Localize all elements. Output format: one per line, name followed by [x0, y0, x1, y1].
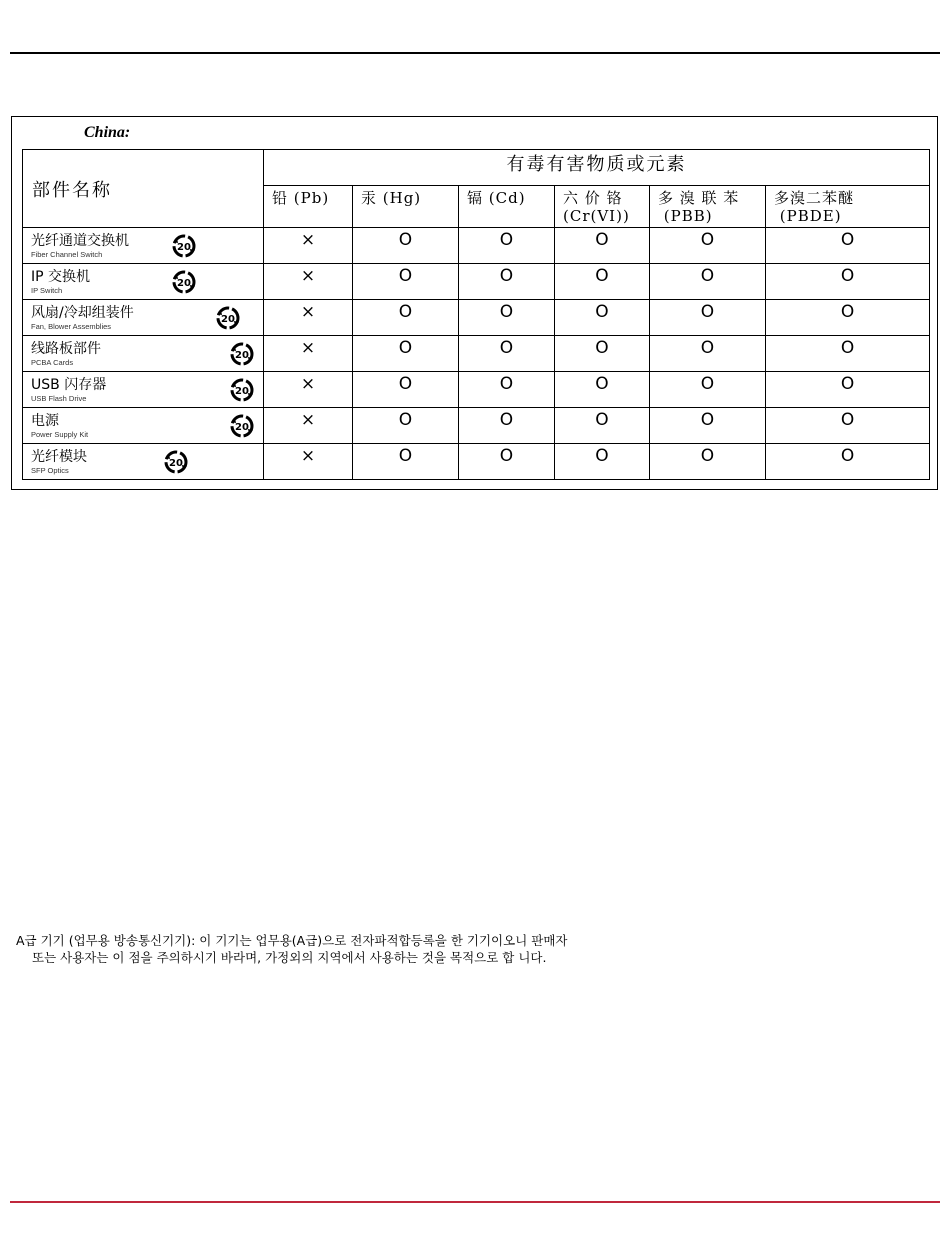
hazardous-substances-table [22, 149, 930, 480]
epup-label: 20 [169, 458, 183, 469]
substance-mark: O [459, 300, 555, 336]
epup-label: 20 [221, 314, 235, 325]
substance-mark: O [766, 408, 930, 444]
substance-mark: O [459, 228, 555, 264]
substance-mark: O [650, 300, 766, 336]
recycling-period-20-icon [229, 341, 255, 367]
substance-mark: O [459, 372, 555, 408]
substance-mark: O [353, 228, 459, 264]
substance-mark: O [555, 444, 650, 480]
substance-mark: O [766, 264, 930, 300]
substance-mark: O [650, 408, 766, 444]
substance-mark: × [264, 444, 353, 480]
table-body [23, 228, 930, 480]
part-cell [23, 300, 264, 336]
table-row [23, 408, 930, 444]
substance-mark: O [766, 372, 930, 408]
substance-mark: O [555, 228, 650, 264]
epup-label: 20 [177, 242, 191, 253]
part-name-cn: 电源 [31, 413, 59, 429]
part-name-en: PCBA Cards [31, 358, 74, 367]
substance-mark: O [766, 336, 930, 372]
recycling-period-20-icon [163, 449, 189, 475]
part-name-cn: IP 交换机 [31, 269, 91, 285]
part-name-cn: 线路板部件 [31, 341, 101, 357]
korea-notice-line-2: 또는 사용자는 이 점을 주의하시기 바라며, 가정외의 지역에서 사용하는 것을 목적으로 합 니다. [32, 950, 547, 965]
table-header-row-1 [23, 150, 930, 186]
table-row [23, 264, 930, 300]
substance-mark: O [353, 264, 459, 300]
part-cell [23, 264, 264, 300]
table-row [23, 336, 930, 372]
part-name-cn: 风扇/冷却组装件 [31, 305, 134, 321]
part-name-cn: USB 闪存器 [31, 377, 107, 393]
part-name-en: Fan, Blower Assemblies [31, 322, 112, 331]
substance-mark: O [353, 336, 459, 372]
substance-header: 六 价 铬 (Cr(VI)) [555, 186, 650, 228]
substance-header: 多 溴 联 苯 (PBB) [650, 186, 766, 228]
epup-label: 20 [235, 350, 249, 361]
footer-rule [10, 1201, 940, 1203]
epup-label: 20 [235, 386, 249, 397]
table-row [23, 300, 930, 336]
part-name-cn: 光纤通道交换机 [31, 233, 129, 249]
substance-mark: × [264, 300, 353, 336]
table-row [23, 444, 930, 480]
epup-label: 20 [235, 422, 249, 433]
substance-mark: O [459, 444, 555, 480]
substance-mark: O [650, 336, 766, 372]
part-name-cn: 光纤模块 [31, 449, 87, 465]
substance-mark: O [766, 444, 930, 480]
korea-emc-notice [16, 932, 567, 966]
part-name-en: IP Switch [31, 286, 63, 295]
substance-mark: O [555, 264, 650, 300]
region-title: China: [84, 124, 131, 141]
recycling-period-20-icon [171, 233, 197, 259]
substance-mark: × [264, 228, 353, 264]
substance-header: 镉 (Cd) [459, 186, 555, 228]
substance-mark: × [264, 372, 353, 408]
substance-mark: O [555, 372, 650, 408]
korea-notice-line-1: A급 기기 (업무용 방송통신기기): 이 기기는 업무용(A급)으로 전자파적합등록을 한 기기이오니 판매자 [16, 933, 568, 948]
part-cell [23, 372, 264, 408]
substance-mark: O [353, 372, 459, 408]
substance-mark: O [650, 444, 766, 480]
table-row [23, 228, 930, 264]
part-cell [23, 408, 264, 444]
substance-mark: O [555, 300, 650, 336]
substance-mark: × [264, 408, 353, 444]
epup-label: 20 [177, 278, 191, 289]
substance-mark: O [555, 408, 650, 444]
part-cell [23, 444, 264, 480]
part-name-en: Power Supply Kit [31, 430, 89, 439]
substance-header: 汞 (Hg) [353, 186, 459, 228]
substance-header: 铅 (Pb) [264, 186, 353, 228]
recycling-period-20-icon [229, 377, 255, 403]
substances-group-header: 有毒有害物质或元素 [264, 150, 930, 186]
substance-mark: × [264, 336, 353, 372]
substance-mark: O [650, 372, 766, 408]
substance-mark: O [459, 408, 555, 444]
part-name-en: SFP Optics [31, 466, 69, 475]
substance-mark: O [459, 336, 555, 372]
table-row [23, 372, 930, 408]
substance-mark: O [353, 408, 459, 444]
substance-header: 多溴二苯醚 (PBDE) [766, 186, 930, 228]
recycling-period-20-icon [229, 413, 255, 439]
part-name-en: USB Flash Drive [31, 394, 87, 403]
substance-mark: O [650, 264, 766, 300]
substance-mark: O [766, 300, 930, 336]
part-cell [23, 336, 264, 372]
substance-mark: × [264, 264, 353, 300]
part-name-en: Fiber Channel Switch [31, 250, 103, 259]
header-rule [10, 52, 940, 54]
recycling-period-20-icon [215, 305, 241, 331]
substance-mark: O [459, 264, 555, 300]
china-rohs-notice [11, 116, 938, 490]
substance-mark: O [766, 228, 930, 264]
substance-mark: O [353, 300, 459, 336]
substance-mark: O [353, 444, 459, 480]
substance-mark: O [555, 336, 650, 372]
recycling-period-20-icon [171, 269, 197, 295]
substance-mark: O [650, 228, 766, 264]
part-name-header: 部件名称 [23, 150, 264, 228]
part-cell [23, 228, 264, 264]
